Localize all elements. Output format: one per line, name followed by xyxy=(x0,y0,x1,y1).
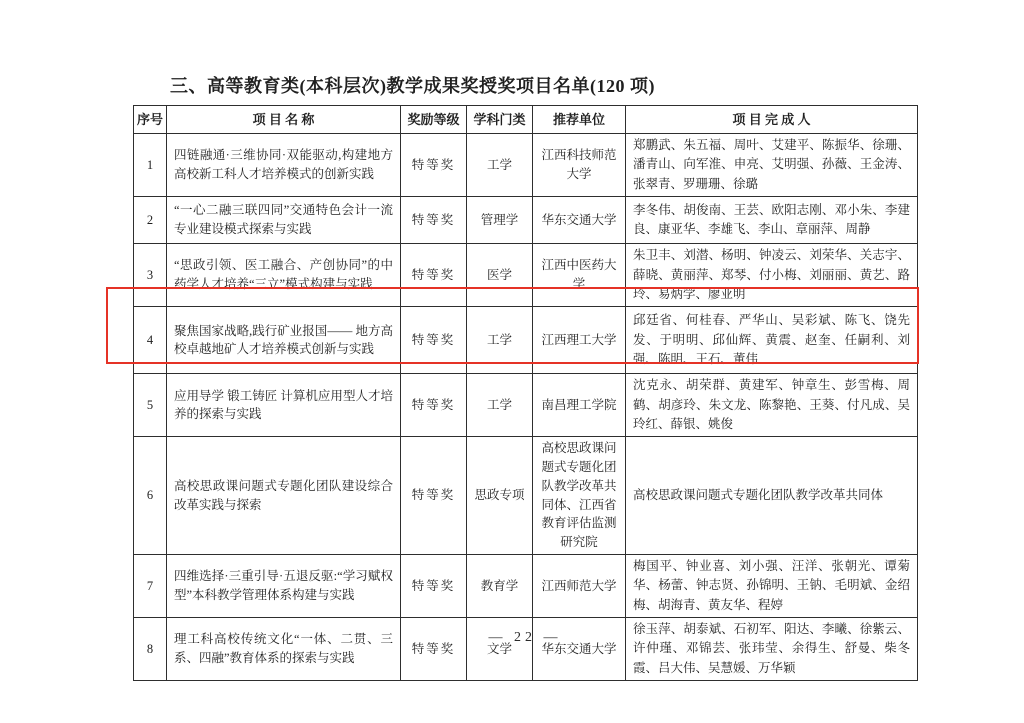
cell-award-level: 特等奖 xyxy=(401,197,467,244)
cell-recommender: 江西中医药大学 xyxy=(533,244,626,307)
award-table xyxy=(133,105,918,681)
cell-project-name: “一心二融三联四同”交通特色会计一流专业建设模式探索与实践 xyxy=(167,197,401,244)
cell-discipline: 文学 xyxy=(467,618,533,681)
cell-no: 8 xyxy=(134,618,167,681)
table-row xyxy=(134,244,918,307)
cell-award-level: 特等奖 xyxy=(401,307,467,374)
cell-recommender: 江西理工大学 xyxy=(533,307,626,374)
cell-completers: 高校思政课问题式专题化团队教学改革共同体 xyxy=(626,437,918,555)
table-header-row xyxy=(134,106,918,134)
cell-no: 3 xyxy=(134,244,167,307)
header-completers: 项 目 完 成 人 xyxy=(626,106,918,134)
cell-award-level: 特等奖 xyxy=(401,244,467,307)
cell-discipline: 思政专项 xyxy=(467,437,533,555)
header-no: 序号 xyxy=(134,106,167,134)
cell-project-name: 理工科高校传统文化“一体、二贯、三系、四融”教育体系的探索与实践 xyxy=(167,618,401,681)
cell-discipline: 工学 xyxy=(467,374,533,437)
header-discipline: 学科门类 xyxy=(467,106,533,134)
cell-no: 1 xyxy=(134,134,167,197)
cell-project-name: 高校思政课问题式专题化团队建设综合改革实践与探索 xyxy=(167,437,401,555)
header-project-name: 项 目 名 称 xyxy=(167,106,401,134)
cell-recommender: 江西师范大学 xyxy=(533,554,626,617)
page-number: — 22 — xyxy=(488,630,562,645)
header-recommender: 推荐单位 xyxy=(533,106,626,134)
table-row xyxy=(134,554,918,617)
header-award-level: 奖励等级 xyxy=(401,106,467,134)
cell-completers: 郑鹏武、朱五福、周叶、艾建平、陈振华、徐珊、潘青山、向军淮、申亮、艾明强、孙薇、王金涛、张翠青、罗珊珊、徐璐 xyxy=(626,134,918,197)
table-row-highlighted xyxy=(134,307,918,374)
table-row xyxy=(134,134,918,197)
cell-project-name: 四链融通·三维协同·双能驱动,构建地方高校新工科人才培养模式的创新实践 xyxy=(167,134,401,197)
cell-award-level: 特等奖 xyxy=(401,134,467,197)
cell-completers: 沈克永、胡荣群、黄建军、钟章生、彭雪梅、周鹤、胡彦玲、朱文龙、陈黎艳、王葵、付凡成、吴玲红、薛银、姚俊 xyxy=(626,374,918,437)
cell-recommender: 华东交通大学 xyxy=(533,618,626,681)
cell-project-name: 应用导学 锻工铸匠 计算机应用型人才培养的探索与实践 xyxy=(167,374,401,437)
cell-discipline: 工学 xyxy=(467,307,533,374)
cell-recommender: 高校思政课问题式专题化团队教学改革共同体、江西省教育评估监测研究院 xyxy=(533,437,626,555)
cell-award-level: 特等奖 xyxy=(401,618,467,681)
cell-no: 4 xyxy=(134,307,167,374)
cell-completers: 朱卫丰、刘潜、杨明、钟凌云、刘荣华、关志宇、薛晓、黄丽萍、郑琴、付小梅、刘丽丽、黄艺、路玲、易炳学、廖亚明 xyxy=(626,244,918,307)
cell-recommender: 江西科技师范大学 xyxy=(533,134,626,197)
cell-discipline: 医学 xyxy=(467,244,533,307)
table-row xyxy=(134,374,918,437)
cell-completers: 李冬伟、胡俊南、王芸、欧阳志刚、邓小朱、李建良、康亚华、李雄飞、李山、章丽萍、周静 xyxy=(626,197,918,244)
table-row xyxy=(134,437,918,555)
cell-award-level: 特等奖 xyxy=(401,554,467,617)
cell-completers: 邱廷省、何桂春、严华山、吴彩斌、陈飞、饶先发、于明明、邱仙辉、黄震、赵奎、任嗣利、刘强、陈明、王石、董伟 xyxy=(626,307,918,374)
cell-no: 2 xyxy=(134,197,167,244)
cell-no: 7 xyxy=(134,554,167,617)
page-title: 三、高等教育类(本科层次)教学成果奖授奖项目名单(120 项) xyxy=(170,76,655,96)
cell-completers: 徐玉萍、胡泰斌、石初军、阳达、李曦、徐紫云、许仲瑾、邓锦芸、张玮莹、余得生、舒曼、柴冬霞、吕大伟、吴慧媛、万华颖 xyxy=(626,618,918,681)
table-row xyxy=(134,618,918,681)
cell-recommender: 南昌理工学院 xyxy=(533,374,626,437)
table-row xyxy=(134,197,918,244)
cell-no: 5 xyxy=(134,374,167,437)
cell-project-name: 聚焦国家战略,践行矿业报国—— 地方高校卓越地矿人才培养模式创新与实践 xyxy=(167,307,401,374)
cell-recommender: 华东交通大学 xyxy=(533,197,626,244)
cell-discipline: 管理学 xyxy=(467,197,533,244)
cell-project-name: 四维选择·三重引导·五退反驱:“学习赋权型”本科教学管理体系构建与实践 xyxy=(167,554,401,617)
cell-no: 6 xyxy=(134,437,167,555)
cell-award-level: 特等奖 xyxy=(401,374,467,437)
cell-project-name: “思政引领、医工融合、产创协同”的中药学人才培养“三立”模式构建与实践 xyxy=(167,244,401,307)
cell-discipline: 工学 xyxy=(467,134,533,197)
cell-completers: 梅国平、钟业喜、刘小强、汪洋、张朝光、谭菊华、杨蕾、钟志贤、孙锦明、王钠、毛明斌、金绍梅、胡海青、黄友华、程婷 xyxy=(626,554,918,617)
cell-award-level: 特等奖 xyxy=(401,437,467,555)
cell-discipline: 教育学 xyxy=(467,554,533,617)
